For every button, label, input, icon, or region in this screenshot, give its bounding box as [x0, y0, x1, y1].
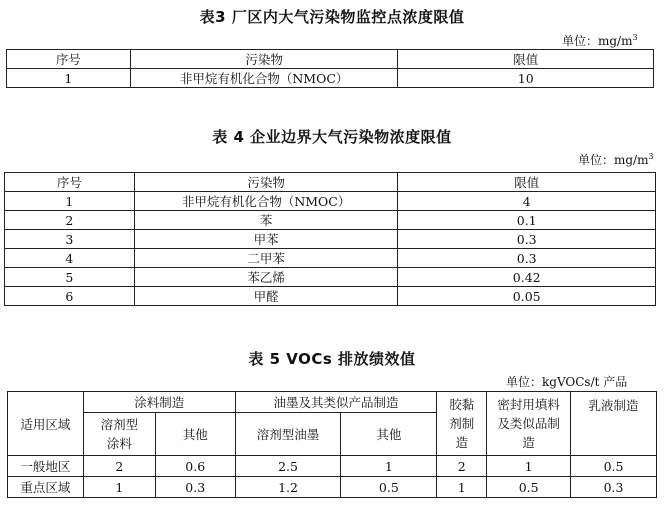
header-cell: 序号: [5, 173, 135, 192]
table-cell: 1: [83, 477, 155, 498]
table-cell: 1.2: [235, 477, 341, 498]
table-row: [5, 211, 656, 230]
table-cell: 苯乙烯: [134, 268, 398, 287]
table3: [6, 49, 654, 88]
header-cell: 污染物: [130, 50, 398, 69]
header-cell-adhesive: 胶黏剂制造: [437, 392, 487, 456]
header-cell: 限值: [398, 173, 656, 192]
table-cell: 4: [5, 249, 135, 268]
table5-title: 表 5 VOCs 排放绩效值: [248, 350, 416, 368]
table4: [4, 172, 656, 306]
table-cell: 0.3: [398, 230, 656, 249]
table-cell: 0.5: [341, 477, 437, 498]
table-cell: 2.5: [235, 456, 341, 477]
table-cell: 0.5: [487, 477, 571, 498]
table-cell: 2: [83, 456, 155, 477]
table-row: [5, 268, 656, 287]
table-cell: 0.42: [398, 268, 656, 287]
table-cell: 1: [437, 477, 487, 498]
table-cell: 重点区域: [8, 477, 84, 498]
table-row: [5, 192, 656, 211]
table-cell: 2: [5, 211, 135, 230]
table5-unit: 单位：kgVOCs/t 产品: [506, 375, 628, 389]
table5: [7, 391, 657, 498]
subheader-cell: 溶剂型油墨: [235, 413, 341, 456]
table-row: [5, 230, 656, 249]
table-header-row: [8, 392, 657, 413]
header-cell: 序号: [7, 50, 131, 69]
table-cell: 0.6: [155, 456, 235, 477]
header-cell-coating: 涂料制造: [83, 392, 235, 413]
table-cell: 4: [398, 192, 656, 211]
table-cell: 6: [5, 287, 135, 306]
table-cell: 1: [7, 69, 131, 88]
table-row: [5, 249, 656, 268]
table3-unit: 单位：$mg/m^3$: [562, 33, 638, 48]
table-cell: 0.3: [571, 477, 657, 498]
table-cell: 二甲苯: [134, 249, 398, 268]
table4-title: 表 4 企业边界大气污染物浓度限值: [212, 128, 452, 146]
subheader-cell: 其他: [155, 413, 235, 456]
table-cell: 非甲烷有机化合物（NMOC）: [130, 69, 398, 88]
table-cell: 0.3: [398, 249, 656, 268]
table-cell: 非甲烷有机化合物（NMOC）: [134, 192, 398, 211]
table-cell: 5: [5, 268, 135, 287]
table-cell: 0.1: [398, 211, 656, 230]
header-cell-sealant: 密封用填料及类似品制造: [487, 392, 571, 456]
header-cell-region: 适用区域: [8, 392, 84, 456]
table-cell: 一般地区: [8, 456, 84, 477]
table3-title: 表3 厂区内大气污染物监控点浓度限值: [199, 8, 465, 26]
table-row: [7, 69, 654, 88]
table-row: [8, 477, 657, 498]
subheader-cell: 溶剂型涂料: [83, 413, 155, 456]
table-cell: 0.3: [155, 477, 235, 498]
table-cell: 甲苯: [134, 230, 398, 249]
table-header-row: [7, 50, 654, 69]
table-header-row: [5, 173, 656, 192]
header-cell-latex: 乳液制造: [571, 392, 657, 456]
table-cell: 10: [398, 69, 654, 88]
table-row: [8, 456, 657, 477]
table-cell: 甲醛: [134, 287, 398, 306]
table-cell: 苯: [134, 211, 398, 230]
table-cell: 0.05: [398, 287, 656, 306]
header-cell-ink: 油墨及其类似产品制造: [235, 392, 437, 413]
table-cell: 0.5: [571, 456, 657, 477]
table-cell: 1: [487, 456, 571, 477]
table-cell: 1: [5, 192, 135, 211]
table-cell: 3: [5, 230, 135, 249]
table-cell: 1: [341, 456, 437, 477]
subheader-cell: 其他: [341, 413, 437, 456]
table4-unit: 单位：$mg/m^3$: [578, 152, 654, 167]
table-row: [5, 287, 656, 306]
table-cell: 2: [437, 456, 487, 477]
header-cell: 限值: [398, 50, 654, 69]
header-cell: 污染物: [134, 173, 398, 192]
